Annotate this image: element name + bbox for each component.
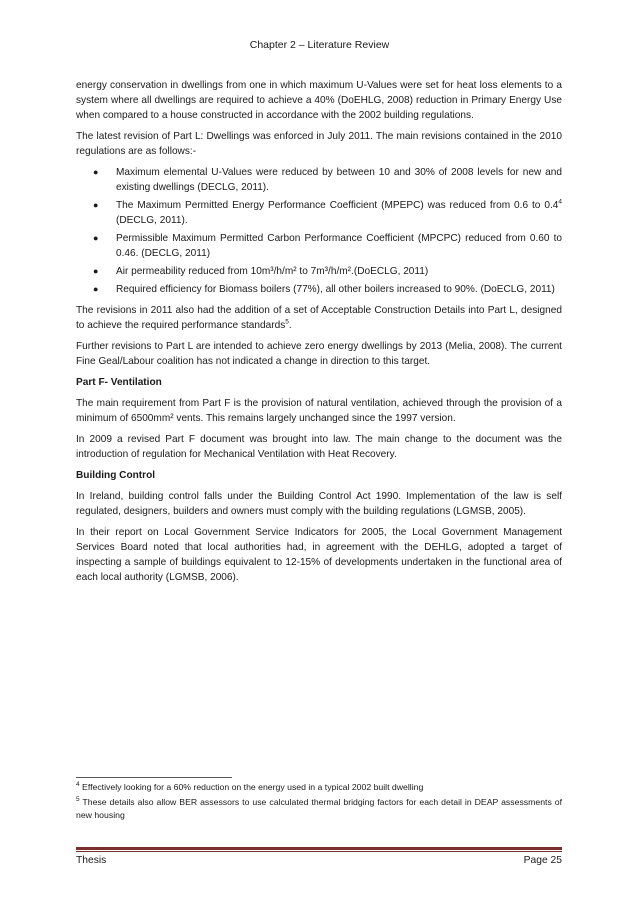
paragraph-2: The latest revision of Part L: Dwellings was enforced in July 2011. The main revisions contained in the 2010 regulations are as follows:- xyxy=(76,131,562,157)
paragraph-7: In Ireland, building control falls under the Building Control Act 1990. Implementation of the law is self regulated, designers, builders and owners must comply with the building regulations (LGMSB, 2005). xyxy=(76,491,562,517)
list-item xyxy=(76,282,562,297)
page-header: Chapter 2 – Literature Review xyxy=(249,39,390,51)
page-number: Page 25 xyxy=(523,855,562,866)
section-heading-building-control: Building Control xyxy=(76,470,156,481)
bullet-icon: ● xyxy=(93,233,99,243)
footnote-divider xyxy=(76,777,232,778)
list-item xyxy=(76,165,562,195)
footnote-5: $^5$ These details also allow BER assessors to use calculated thermal bridging factors for each detail in DEAP assessments of new housing xyxy=(76,796,562,820)
footnote-number: 5 xyxy=(76,796,80,804)
paragraph-4: Further revisions to Part L are intended to achieve zero energy dwellings by 2013 (Melia, 2008). The current Fine Geal/Labour coalition has not indicated a change in direction to this target. xyxy=(76,341,562,367)
paragraph-5: The main requirement from Part F is the provision of natural ventilation, achieved through the provision of a minimum of 6500mm² vents. This remains largely unchanged since the 1997 version. xyxy=(76,398,562,424)
footnote-ref: 4 xyxy=(558,198,562,206)
list-item-text: Permissible Maximum Permitted Carbon Performance Coefficient (MPCPC) reduced from 0.60 to 0.46. (DECLG, 2011) xyxy=(116,233,562,259)
footnote-4: $^4$ Effectively looking for a 60% reduction on the energy used in a typical 2002 built dwelling xyxy=(76,781,424,792)
bullet-icon: ● xyxy=(93,200,99,210)
section-heading-part-f: Part F- Ventilation xyxy=(76,377,162,388)
list-item-text: Maximum elemental U-Values were reduced by between 10 and 30% of 2008 levels for new and existing dwellings (DECLG, 2011). xyxy=(116,167,562,193)
list-item xyxy=(76,231,562,261)
list-item-text: (DECLG, 2011). xyxy=(116,215,188,226)
list-item-text: Required efficiency for Biomass boilers (77%), all other boilers increased to 90%. (DoECLG, 2011) xyxy=(116,284,555,295)
list-item xyxy=(76,264,562,279)
paragraph-1: energy conservation in dwellings from one in which maximum U-Values were set for heat loss elements to a system where all dwellings are required to achieve a 40% (DoEHLG, 2008) reduction in Primary Energy Use when compared to a house constructed in accordance with the 2002 building regulations. xyxy=(76,80,562,121)
list-item-text: The Maximum Permitted Energy Performance Coefficient (MPEPC) was reduced from 0.6 to 0.4 xyxy=(116,200,559,211)
footnote-ref: 5 xyxy=(285,318,289,326)
revisions-list xyxy=(76,165,562,297)
bullet-icon: ● xyxy=(93,284,99,294)
list-item xyxy=(76,198,562,228)
paragraph-8: In their report on Local Government Service Indicators for 2005, the Local Government Management Services Board noted that local authorities had, in agreement with the DEHLG, adopted a target of inspecting a sample of buildings equivalent to 12-15% of developments undertaken in the functional area of each local authority (LGMSB, 2006). xyxy=(76,527,562,583)
footnotes xyxy=(76,781,562,824)
paragraph-6: In 2009 a revised Part F document was brought into law. The main change to the document was the introduction of regulation for Mechanical Ventilation with Heat Recovery. xyxy=(76,434,562,460)
bullet-icon: ● xyxy=(93,167,99,177)
footer-rule-thin xyxy=(76,851,562,852)
bullet-icon: ● xyxy=(93,266,99,276)
footnote-number: 4 xyxy=(76,781,80,789)
list-item-text: Air permeability reduced from 10m³/h/m² to 7m³/h/m².(DoECLG, 2011) xyxy=(116,266,429,277)
body-content xyxy=(76,78,562,591)
footer-rule-thick xyxy=(76,847,562,850)
footer-doc-label: Thesis xyxy=(76,855,107,866)
paragraph-3: The revisions in 2011 also had the addition of a set of Acceptable Construction Details into Part L, designed to achieve the required performance standards$^5$. xyxy=(76,305,562,331)
